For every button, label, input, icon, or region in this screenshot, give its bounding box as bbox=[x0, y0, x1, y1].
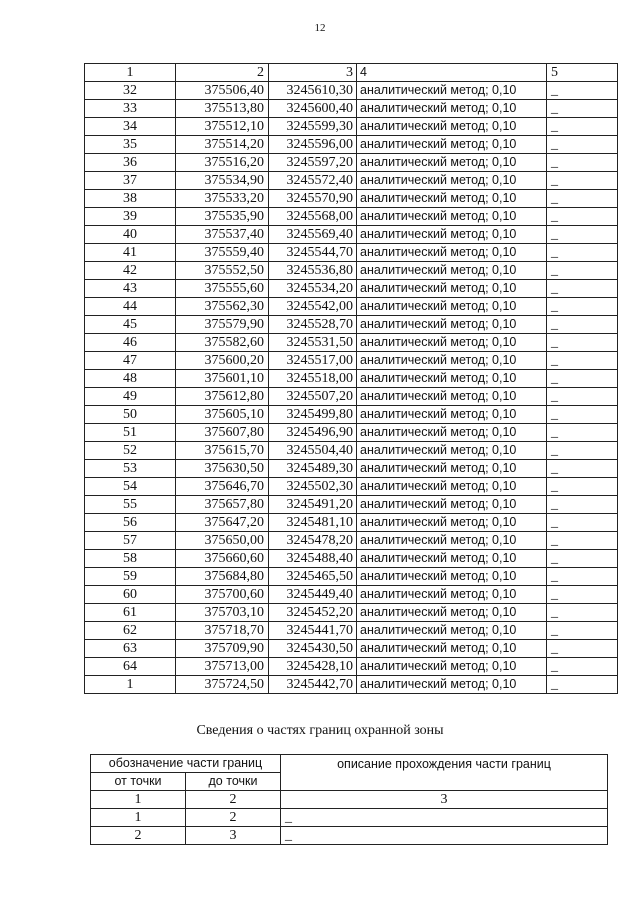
x-coordinate: 375713,00 bbox=[176, 658, 269, 676]
x-coordinate: 375535,90 bbox=[176, 208, 269, 226]
note: _ bbox=[547, 676, 618, 694]
table-row bbox=[85, 640, 618, 658]
x-coordinate: 375684,80 bbox=[176, 568, 269, 586]
method-accuracy: аналитический метод; 0,10 bbox=[357, 244, 547, 262]
x-coordinate: 375534,90 bbox=[176, 172, 269, 190]
point-number: 56 bbox=[85, 514, 176, 532]
y-coordinate: 3245442,70 bbox=[269, 676, 357, 694]
x-coordinate: 375516,20 bbox=[176, 154, 269, 172]
table-row bbox=[85, 532, 618, 550]
table-row bbox=[85, 514, 618, 532]
part-description: _ bbox=[281, 827, 608, 845]
method-accuracy: аналитический метод; 0,10 bbox=[357, 676, 547, 694]
table-row bbox=[85, 658, 618, 676]
parts-header-description: описание прохождения части границ bbox=[281, 755, 608, 791]
point-number: 32 bbox=[85, 82, 176, 100]
y-coordinate: 3245570,90 bbox=[269, 190, 357, 208]
point-number: 40 bbox=[85, 226, 176, 244]
note: _ bbox=[547, 190, 618, 208]
y-coordinate: 3245610,30 bbox=[269, 82, 357, 100]
table-row bbox=[85, 154, 618, 172]
method-accuracy: аналитический метод; 0,10 bbox=[357, 658, 547, 676]
y-coordinate: 3245491,20 bbox=[269, 496, 357, 514]
note: _ bbox=[547, 604, 618, 622]
note: _ bbox=[547, 622, 618, 640]
table-row bbox=[85, 172, 618, 190]
note: _ bbox=[547, 118, 618, 136]
method-accuracy: аналитический метод; 0,10 bbox=[357, 280, 547, 298]
to-point: 2 bbox=[186, 809, 281, 827]
y-coordinate: 3245597,20 bbox=[269, 154, 357, 172]
point-number: 49 bbox=[85, 388, 176, 406]
x-coordinate: 375562,30 bbox=[176, 298, 269, 316]
point-number: 43 bbox=[85, 280, 176, 298]
method-accuracy: аналитический метод; 0,10 bbox=[357, 172, 547, 190]
note: _ bbox=[547, 496, 618, 514]
method-accuracy: аналитический метод; 0,10 bbox=[357, 208, 547, 226]
coordinates-table bbox=[84, 63, 618, 694]
y-coordinate: 3245507,20 bbox=[269, 388, 357, 406]
parts-header-row-1 bbox=[91, 755, 608, 773]
point-number: 44 bbox=[85, 298, 176, 316]
method-accuracy: аналитический метод; 0,10 bbox=[357, 460, 547, 478]
method-accuracy: аналитический метод; 0,10 bbox=[357, 316, 547, 334]
y-coordinate: 3245569,40 bbox=[269, 226, 357, 244]
table-row bbox=[85, 352, 618, 370]
note: _ bbox=[547, 658, 618, 676]
y-coordinate: 3245428,10 bbox=[269, 658, 357, 676]
point-number: 33 bbox=[85, 100, 176, 118]
point-number: 48 bbox=[85, 370, 176, 388]
x-coordinate: 375514,20 bbox=[176, 136, 269, 154]
y-coordinate: 3245502,30 bbox=[269, 478, 357, 496]
table-row bbox=[85, 406, 618, 424]
x-coordinate: 375600,20 bbox=[176, 352, 269, 370]
header-col-1: 1 bbox=[85, 64, 176, 82]
header-col-2: 2 bbox=[176, 64, 269, 82]
y-coordinate: 3245531,50 bbox=[269, 334, 357, 352]
note: _ bbox=[547, 514, 618, 532]
point-number: 55 bbox=[85, 496, 176, 514]
x-coordinate: 375630,50 bbox=[176, 460, 269, 478]
table-row bbox=[85, 82, 618, 100]
method-accuracy: аналитический метод; 0,10 bbox=[357, 442, 547, 460]
parts-numbering-1: 1 bbox=[91, 791, 186, 809]
part-description: _ bbox=[281, 809, 608, 827]
method-accuracy: аналитический метод; 0,10 bbox=[357, 262, 547, 280]
x-coordinate: 375552,50 bbox=[176, 262, 269, 280]
parts-table-body bbox=[91, 809, 608, 845]
method-accuracy: аналитический метод; 0,10 bbox=[357, 118, 547, 136]
method-accuracy: аналитический метод; 0,10 bbox=[357, 424, 547, 442]
point-number: 51 bbox=[85, 424, 176, 442]
y-coordinate: 3245489,30 bbox=[269, 460, 357, 478]
x-coordinate: 375555,60 bbox=[176, 280, 269, 298]
note: _ bbox=[547, 550, 618, 568]
x-coordinate: 375650,00 bbox=[176, 532, 269, 550]
table-row bbox=[85, 622, 618, 640]
y-coordinate: 3245488,40 bbox=[269, 550, 357, 568]
table-row bbox=[85, 244, 618, 262]
note: _ bbox=[547, 352, 618, 370]
x-coordinate: 375703,10 bbox=[176, 604, 269, 622]
note: _ bbox=[547, 460, 618, 478]
table-row bbox=[85, 262, 618, 280]
point-number: 53 bbox=[85, 460, 176, 478]
section-title: Сведения о частях границ охранной зоны bbox=[196, 723, 444, 738]
note: _ bbox=[547, 244, 618, 262]
y-coordinate: 3245478,20 bbox=[269, 532, 357, 550]
method-accuracy: аналитический метод; 0,10 bbox=[357, 568, 547, 586]
note: _ bbox=[547, 388, 618, 406]
method-accuracy: аналитический метод; 0,10 bbox=[357, 298, 547, 316]
method-accuracy: аналитический метод; 0,10 bbox=[357, 478, 547, 496]
header-col-5: 5 bbox=[547, 64, 618, 82]
method-accuracy: аналитический метод; 0,10 bbox=[357, 586, 547, 604]
point-number: 1 bbox=[85, 676, 176, 694]
point-number: 39 bbox=[85, 208, 176, 226]
method-accuracy: аналитический метод; 0,10 bbox=[357, 136, 547, 154]
boundary-parts-table bbox=[90, 754, 608, 845]
x-coordinate: 375646,70 bbox=[176, 478, 269, 496]
y-coordinate: 3245481,10 bbox=[269, 514, 357, 532]
point-number: 46 bbox=[85, 334, 176, 352]
x-coordinate: 375657,80 bbox=[176, 496, 269, 514]
y-coordinate: 3245568,00 bbox=[269, 208, 357, 226]
y-coordinate: 3245441,70 bbox=[269, 622, 357, 640]
point-number: 47 bbox=[85, 352, 176, 370]
table-row bbox=[85, 550, 618, 568]
method-accuracy: аналитический метод; 0,10 bbox=[357, 640, 547, 658]
note: _ bbox=[547, 208, 618, 226]
point-number: 36 bbox=[85, 154, 176, 172]
x-coordinate: 375660,60 bbox=[176, 550, 269, 568]
parts-header-designation: обозначение части границ bbox=[91, 755, 281, 773]
note: _ bbox=[547, 424, 618, 442]
x-coordinate: 375537,40 bbox=[176, 226, 269, 244]
method-accuracy: аналитический метод; 0,10 bbox=[357, 370, 547, 388]
table-row bbox=[85, 676, 618, 694]
point-number: 63 bbox=[85, 640, 176, 658]
table-row bbox=[85, 370, 618, 388]
point-number: 35 bbox=[85, 136, 176, 154]
x-coordinate: 375512,10 bbox=[176, 118, 269, 136]
y-coordinate: 3245534,20 bbox=[269, 280, 357, 298]
note: _ bbox=[547, 640, 618, 658]
note: _ bbox=[547, 370, 618, 388]
y-coordinate: 3245536,80 bbox=[269, 262, 357, 280]
x-coordinate: 375709,90 bbox=[176, 640, 269, 658]
point-number: 54 bbox=[85, 478, 176, 496]
note: _ bbox=[547, 334, 618, 352]
note: _ bbox=[547, 406, 618, 424]
from-point: 2 bbox=[91, 827, 186, 845]
point-number: 42 bbox=[85, 262, 176, 280]
from-point: 1 bbox=[91, 809, 186, 827]
method-accuracy: аналитический метод; 0,10 bbox=[357, 82, 547, 100]
x-coordinate: 375700,60 bbox=[176, 586, 269, 604]
y-coordinate: 3245596,00 bbox=[269, 136, 357, 154]
note: _ bbox=[547, 154, 618, 172]
method-accuracy: аналитический метод; 0,10 bbox=[357, 190, 547, 208]
note: _ bbox=[547, 442, 618, 460]
table-row bbox=[85, 100, 618, 118]
method-accuracy: аналитический метод; 0,10 bbox=[357, 622, 547, 640]
page-number: 12 bbox=[314, 22, 326, 34]
method-accuracy: аналитический метод; 0,10 bbox=[357, 352, 547, 370]
coordinates-table-body bbox=[85, 82, 618, 694]
y-coordinate: 3245465,50 bbox=[269, 568, 357, 586]
table-row bbox=[91, 809, 608, 827]
table-row bbox=[85, 316, 618, 334]
note: _ bbox=[547, 532, 618, 550]
y-coordinate: 3245544,70 bbox=[269, 244, 357, 262]
table-row bbox=[85, 460, 618, 478]
table-row bbox=[85, 496, 618, 514]
point-number: 61 bbox=[85, 604, 176, 622]
method-accuracy: аналитический метод; 0,10 bbox=[357, 550, 547, 568]
x-coordinate: 375559,40 bbox=[176, 244, 269, 262]
y-coordinate: 3245499,80 bbox=[269, 406, 357, 424]
point-number: 52 bbox=[85, 442, 176, 460]
x-coordinate: 375601,10 bbox=[176, 370, 269, 388]
note: _ bbox=[547, 82, 618, 100]
x-coordinate: 375607,80 bbox=[176, 424, 269, 442]
header-col-4: 4 bbox=[357, 64, 547, 82]
table-row bbox=[85, 334, 618, 352]
x-coordinate: 375533,20 bbox=[176, 190, 269, 208]
table-row bbox=[85, 208, 618, 226]
table-row bbox=[85, 226, 618, 244]
y-coordinate: 3245600,40 bbox=[269, 100, 357, 118]
table-row bbox=[85, 388, 618, 406]
header-col-3: 3 bbox=[269, 64, 357, 82]
point-number: 60 bbox=[85, 586, 176, 604]
point-number: 58 bbox=[85, 550, 176, 568]
x-coordinate: 375647,20 bbox=[176, 514, 269, 532]
point-number: 64 bbox=[85, 658, 176, 676]
y-coordinate: 3245504,40 bbox=[269, 442, 357, 460]
method-accuracy: аналитический метод; 0,10 bbox=[357, 406, 547, 424]
parts-numbering-3: 3 bbox=[281, 791, 608, 809]
table-row bbox=[85, 604, 618, 622]
y-coordinate: 3245542,00 bbox=[269, 298, 357, 316]
x-coordinate: 375605,10 bbox=[176, 406, 269, 424]
y-coordinate: 3245528,70 bbox=[269, 316, 357, 334]
x-coordinate: 375579,90 bbox=[176, 316, 269, 334]
note: _ bbox=[547, 586, 618, 604]
table-row bbox=[85, 118, 618, 136]
method-accuracy: аналитический метод; 0,10 bbox=[357, 226, 547, 244]
x-coordinate: 375718,70 bbox=[176, 622, 269, 640]
point-number: 37 bbox=[85, 172, 176, 190]
point-number: 38 bbox=[85, 190, 176, 208]
parts-numbering-2: 2 bbox=[186, 791, 281, 809]
point-number: 62 bbox=[85, 622, 176, 640]
method-accuracy: аналитический метод; 0,10 bbox=[357, 154, 547, 172]
table-row bbox=[85, 136, 618, 154]
note: _ bbox=[547, 568, 618, 586]
x-coordinate: 375724,50 bbox=[176, 676, 269, 694]
table-row bbox=[85, 190, 618, 208]
parts-numbering-row bbox=[91, 791, 608, 809]
to-point: 3 bbox=[186, 827, 281, 845]
y-coordinate: 3245496,90 bbox=[269, 424, 357, 442]
point-number: 50 bbox=[85, 406, 176, 424]
note: _ bbox=[547, 172, 618, 190]
point-number: 41 bbox=[85, 244, 176, 262]
note: _ bbox=[547, 226, 618, 244]
point-number: 45 bbox=[85, 316, 176, 334]
note: _ bbox=[547, 100, 618, 118]
x-coordinate: 375582,60 bbox=[176, 334, 269, 352]
parts-header-to: до точки bbox=[186, 773, 281, 791]
parts-header-from: от точки bbox=[91, 773, 186, 791]
y-coordinate: 3245599,30 bbox=[269, 118, 357, 136]
y-coordinate: 3245430,50 bbox=[269, 640, 357, 658]
note: _ bbox=[547, 298, 618, 316]
y-coordinate: 3245452,20 bbox=[269, 604, 357, 622]
x-coordinate: 375612,80 bbox=[176, 388, 269, 406]
table-row bbox=[85, 478, 618, 496]
y-coordinate: 3245572,40 bbox=[269, 172, 357, 190]
method-accuracy: аналитический метод; 0,10 bbox=[357, 604, 547, 622]
method-accuracy: аналитический метод; 0,10 bbox=[357, 514, 547, 532]
table-row bbox=[85, 298, 618, 316]
table-row bbox=[85, 280, 618, 298]
point-number: 59 bbox=[85, 568, 176, 586]
note: _ bbox=[547, 280, 618, 298]
table-row bbox=[91, 827, 608, 845]
table-row bbox=[85, 442, 618, 460]
table-row bbox=[85, 586, 618, 604]
method-accuracy: аналитический метод; 0,10 bbox=[357, 334, 547, 352]
x-coordinate: 375615,70 bbox=[176, 442, 269, 460]
table-row bbox=[85, 568, 618, 586]
y-coordinate: 3245449,40 bbox=[269, 586, 357, 604]
x-coordinate: 375513,80 bbox=[176, 100, 269, 118]
method-accuracy: аналитический метод; 0,10 bbox=[357, 496, 547, 514]
note: _ bbox=[547, 136, 618, 154]
table-row bbox=[85, 424, 618, 442]
method-accuracy: аналитический метод; 0,10 bbox=[357, 100, 547, 118]
method-accuracy: аналитический метод; 0,10 bbox=[357, 388, 547, 406]
y-coordinate: 3245518,00 bbox=[269, 370, 357, 388]
x-coordinate: 375506,40 bbox=[176, 82, 269, 100]
point-number: 34 bbox=[85, 118, 176, 136]
point-number: 57 bbox=[85, 532, 176, 550]
coordinates-table-header bbox=[85, 64, 618, 82]
note: _ bbox=[547, 262, 618, 280]
method-accuracy: аналитический метод; 0,10 bbox=[357, 532, 547, 550]
y-coordinate: 3245517,00 bbox=[269, 352, 357, 370]
note: _ bbox=[547, 316, 618, 334]
note: _ bbox=[547, 478, 618, 496]
